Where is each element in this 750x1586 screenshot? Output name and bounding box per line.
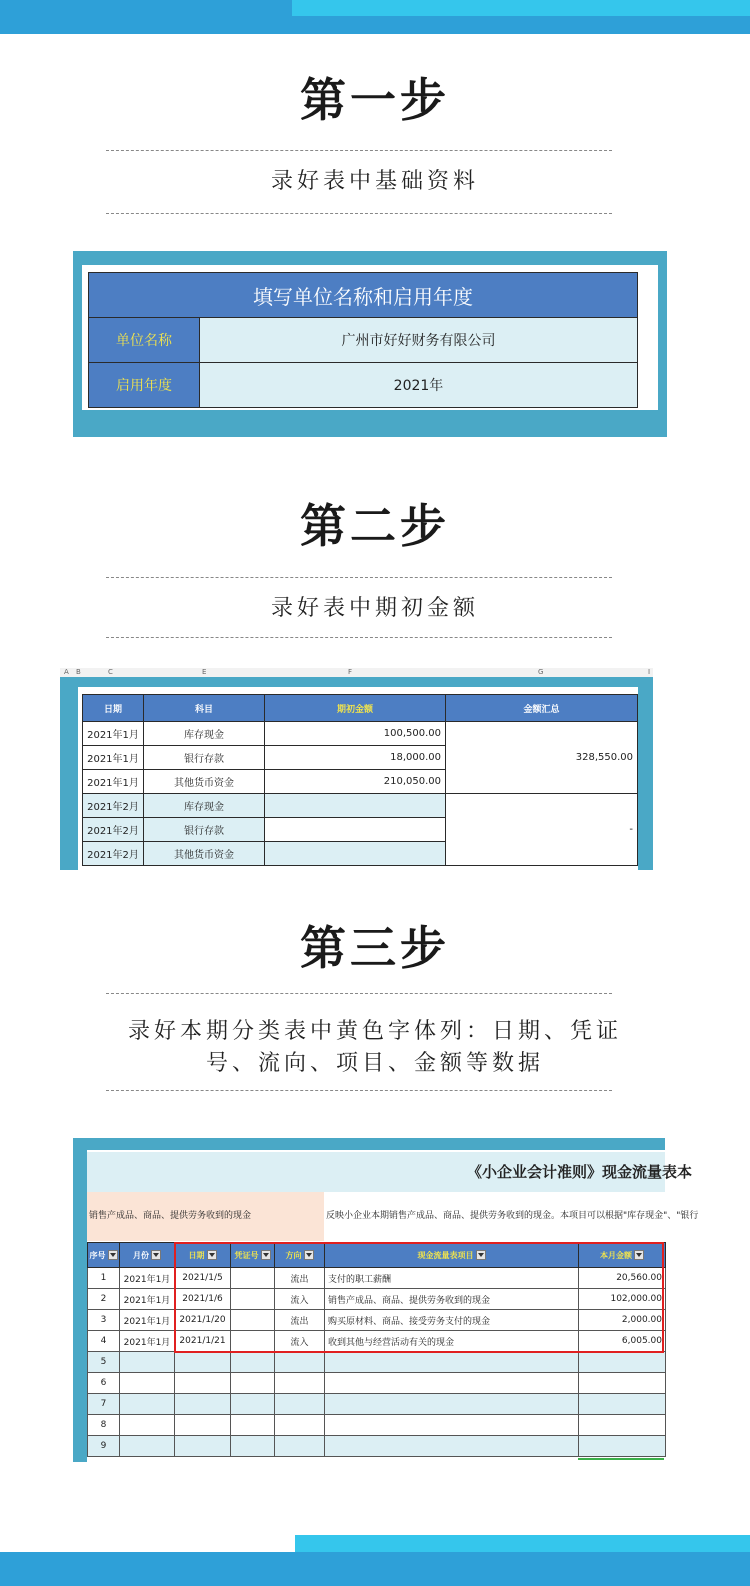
cell-date[interactable]	[175, 1415, 231, 1436]
cell-date[interactable]	[175, 1436, 231, 1457]
cell-month	[120, 1352, 175, 1373]
divider	[106, 150, 612, 151]
cell-amount[interactable]: 100,500.00	[265, 722, 446, 746]
cell-item[interactable]: 购买原材料、商品、接受劳务支付的现金	[325, 1310, 579, 1331]
cell-month: 2021年1月	[120, 1331, 175, 1352]
cell-amount[interactable]: 6,005.00	[579, 1331, 666, 1352]
cell-date: 2021年1月	[83, 770, 144, 794]
table-row	[88, 1373, 666, 1394]
header-subject: 科目	[144, 695, 265, 722]
cell-item[interactable]: 支付的职工薪酬	[325, 1268, 579, 1289]
cell-no: 8	[88, 1415, 120, 1436]
cell-dir[interactable]: 流入	[275, 1331, 325, 1352]
cell-dir[interactable]	[275, 1436, 325, 1457]
cell-dir[interactable]	[275, 1415, 325, 1436]
cell-subject: 其他货币资金	[144, 842, 265, 866]
col-letter: A	[64, 668, 69, 676]
cell-amount[interactable]	[579, 1436, 666, 1457]
company-name-value[interactable]: 广州市好好财务有限公司	[200, 318, 638, 363]
cell-date[interactable]: 2021/1/21	[175, 1331, 231, 1352]
cell-amount[interactable]: 18,000.00	[265, 746, 446, 770]
cell-no: 2	[88, 1289, 120, 1310]
cell-no: 7	[88, 1394, 120, 1415]
col-letter: B	[76, 668, 81, 676]
cell-amount[interactable]	[265, 818, 446, 842]
cell-date: 2021年2月	[83, 842, 144, 866]
cell-item[interactable]	[325, 1373, 579, 1394]
divider	[106, 577, 612, 578]
header-text: 日期	[188, 1250, 205, 1260]
cell-amount[interactable]	[579, 1352, 666, 1373]
step3-title: 第三步	[300, 921, 450, 975]
header-text: 方向	[285, 1250, 302, 1260]
cell-item[interactable]	[325, 1394, 579, 1415]
cell-month	[120, 1394, 175, 1415]
step3-desc-line2: 号、流向、项目、金额等数据	[205, 1051, 544, 1076]
cell-amount[interactable]	[265, 842, 446, 866]
cell-dir[interactable]: 流出	[275, 1268, 325, 1289]
header-no	[88, 1243, 120, 1268]
cell-item[interactable]: 销售产成品、商品、提供劳务收到的现金	[325, 1289, 579, 1310]
table-row	[88, 1352, 666, 1373]
col-letter: G	[538, 668, 544, 676]
col-letter: I	[648, 668, 651, 676]
header-sum: 金额汇总	[446, 695, 638, 722]
cell-amount[interactable]: 2,000.00	[579, 1310, 666, 1331]
opening-balance-table	[82, 694, 638, 866]
cell-dir[interactable]	[275, 1352, 325, 1373]
cell-dir[interactable]	[275, 1373, 325, 1394]
cell-date: 2021年2月	[83, 794, 144, 818]
header-text: 月份	[133, 1250, 149, 1260]
cell-amount[interactable]: 102,000.00	[579, 1289, 666, 1310]
header-text: 序号	[89, 1250, 106, 1260]
cell-sum: -	[446, 794, 638, 866]
filter-dropdown-icon[interactable]	[108, 1250, 118, 1260]
cell-date[interactable]: 2021/1/20	[175, 1310, 231, 1331]
cell-selection-edge	[578, 1458, 664, 1460]
divider	[106, 637, 612, 638]
cell-amount[interactable]: 210,050.00	[265, 770, 446, 794]
cell-subject: 银行存款	[144, 818, 265, 842]
cell-subject: 银行存款	[144, 746, 265, 770]
cell-voucher[interactable]	[231, 1436, 275, 1457]
cashflow-item-name: 销售产成品、商品、提供劳务收到的现金	[87, 1192, 326, 1241]
cell-voucher[interactable]	[231, 1394, 275, 1415]
cell-date: 2021年1月	[83, 722, 144, 746]
cell-item[interactable]	[325, 1436, 579, 1457]
cell-subject: 库存现金	[144, 794, 265, 818]
cell-month	[120, 1436, 175, 1457]
table-row	[88, 1394, 666, 1415]
col-letter: E	[202, 668, 207, 676]
cell-voucher[interactable]	[231, 1415, 275, 1436]
cell-no: 1	[88, 1268, 120, 1289]
cell-no: 4	[88, 1331, 120, 1352]
table-row	[88, 1415, 666, 1436]
cell-item[interactable]: 收到其他与经营活动有关的现金	[325, 1331, 579, 1352]
cell-voucher[interactable]	[231, 1352, 275, 1373]
cell-date[interactable]: 2021/1/6	[175, 1289, 231, 1310]
bottom-bar	[0, 1552, 750, 1586]
col-letter: F	[348, 668, 353, 676]
cell-month: 2021年1月	[120, 1268, 175, 1289]
step2-title: 第二步	[300, 499, 450, 553]
cell-amount[interactable]	[579, 1394, 666, 1415]
divider	[106, 993, 612, 994]
header-text: 凭证号	[234, 1250, 259, 1260]
cell-no: 9	[88, 1436, 120, 1457]
divider	[106, 213, 612, 214]
cell-date[interactable]	[175, 1352, 231, 1373]
divider	[106, 1090, 612, 1091]
cashflow-title	[87, 1152, 693, 1193]
header-opening-amount: 期初金额	[265, 695, 446, 722]
cell-date: 2021年1月	[83, 746, 144, 770]
cell-no: 5	[88, 1352, 120, 1373]
cell-sum: 328,550.00	[446, 722, 638, 794]
cell-subject: 库存现金	[144, 722, 265, 746]
cell-date: 2021年2月	[83, 818, 144, 842]
cell-amount[interactable]: 20,560.00	[579, 1268, 666, 1289]
company-info-table	[88, 272, 638, 408]
cell-month	[120, 1373, 175, 1394]
cell-date[interactable]: 2021/1/5	[175, 1268, 231, 1289]
cashflow-title-text: 《小企业会计准则》现金流量表本	[467, 1163, 693, 1181]
filter-dropdown-icon[interactable]	[151, 1250, 161, 1260]
header-date: 日期	[83, 695, 144, 722]
cell-item[interactable]	[325, 1415, 579, 1436]
cell-amount[interactable]	[579, 1415, 666, 1436]
cashflow-item-desc: 反映小企业本期销售产成品、商品、提供劳务收到的现金。本项目可以根据"库存现金"、"银行	[324, 1192, 667, 1241]
cell-month: 2021年1月	[120, 1310, 175, 1331]
cell-amount[interactable]	[579, 1373, 666, 1394]
bottom-bar-accent	[295, 1535, 750, 1552]
col-letter: C	[108, 668, 113, 676]
company-info-title: 填写单位名称和启用年度	[89, 273, 638, 318]
top-bar-accent	[292, 0, 750, 16]
highlight-box	[174, 1242, 664, 1353]
cell-date[interactable]	[175, 1373, 231, 1394]
cell-date[interactable]	[175, 1394, 231, 1415]
cell-voucher[interactable]	[231, 1373, 275, 1394]
step2-desc: 录好表中期初金额	[270, 596, 479, 621]
cell-month: 2021年1月	[120, 1289, 175, 1310]
cell-item[interactable]	[325, 1352, 579, 1373]
header-text: 本月金额	[600, 1250, 632, 1260]
table-row	[88, 1436, 666, 1457]
cell-subject: 其他货币资金	[144, 770, 265, 794]
header-text: 现金流量表项目	[417, 1250, 474, 1260]
cell-dir[interactable]	[275, 1394, 325, 1415]
cell-amount[interactable]	[265, 794, 446, 818]
company-name-label: 单位名称	[89, 318, 200, 363]
step1-title: 第一步	[300, 73, 450, 127]
start-year-label: 启用年度	[89, 363, 200, 408]
cell-dir[interactable]: 流入	[275, 1289, 325, 1310]
header-month	[120, 1243, 175, 1268]
step1-desc: 录好表中基础资料	[270, 169, 479, 194]
cell-no: 6	[88, 1373, 120, 1394]
cell-no: 3	[88, 1310, 120, 1331]
column-letters	[60, 668, 653, 677]
step3-desc-line1: 录好本期分类表中黄色字体列：日期、凭证	[127, 1019, 622, 1044]
cell-dir[interactable]: 流出	[275, 1310, 325, 1331]
cell-month	[120, 1415, 175, 1436]
start-year-value[interactable]: 2021年	[200, 363, 638, 408]
